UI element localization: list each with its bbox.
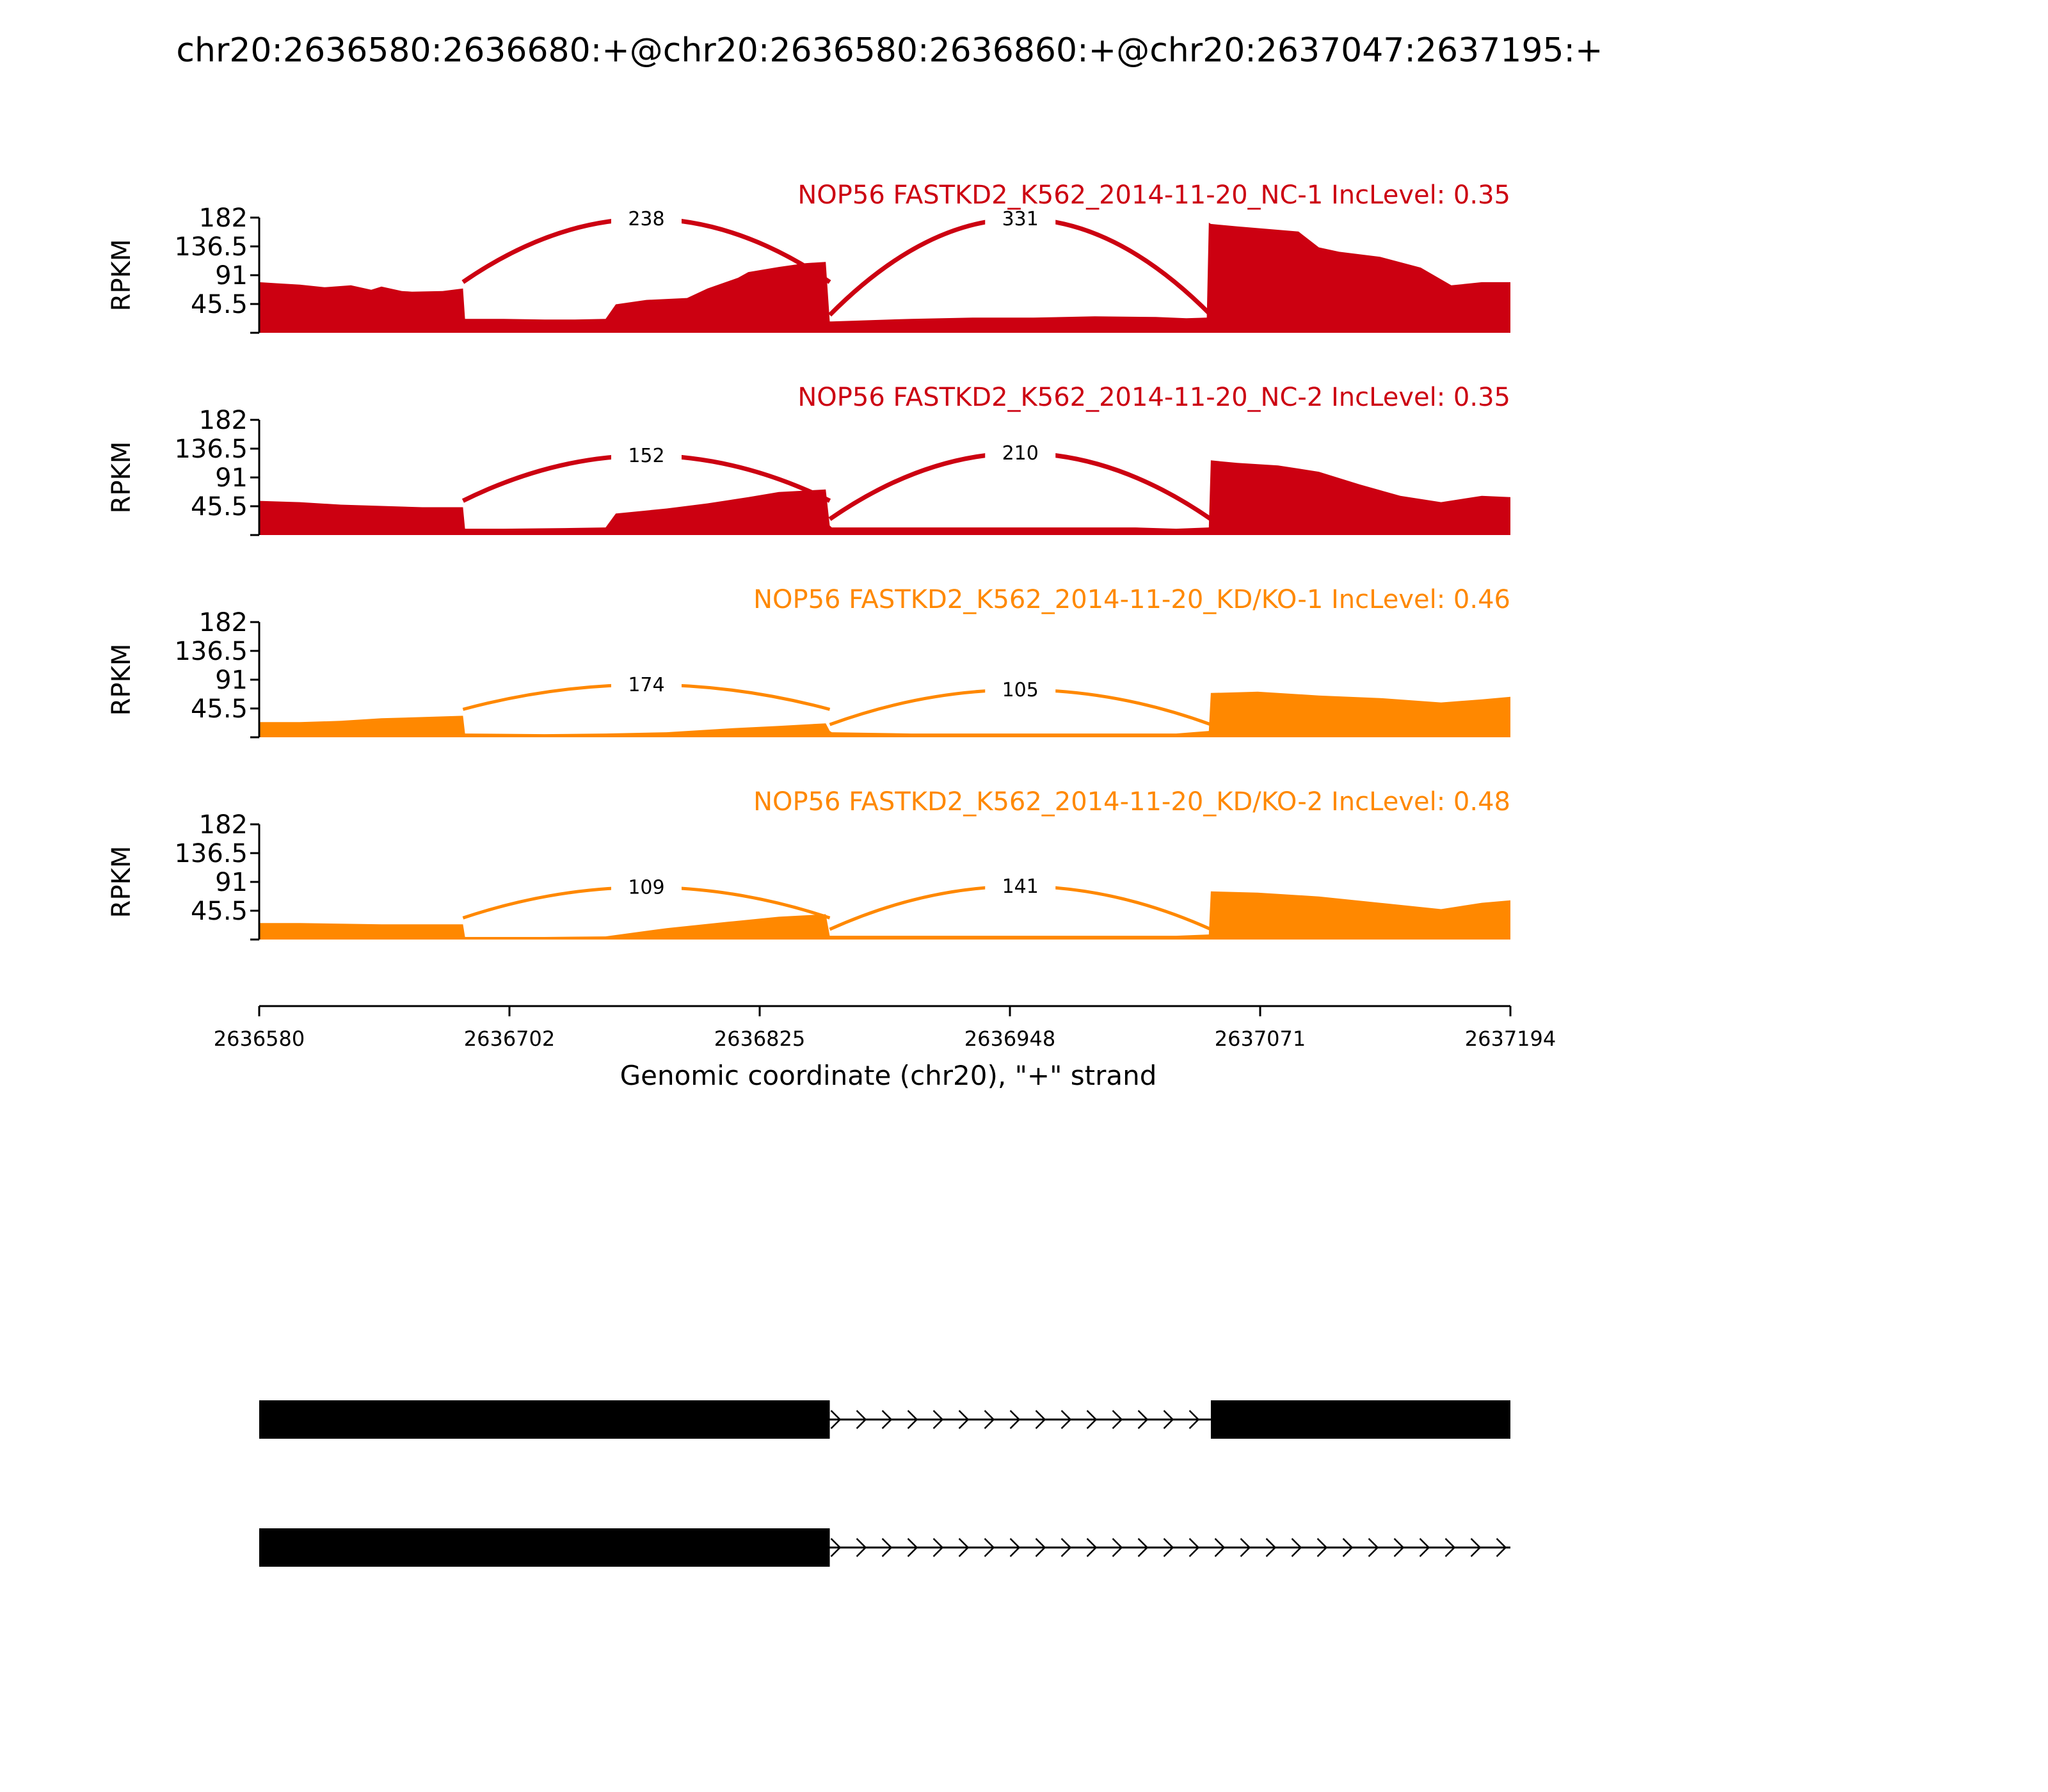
track-4 xyxy=(107,787,1510,940)
coverage-area xyxy=(259,892,1510,940)
y-tick-label: 91 xyxy=(215,463,248,493)
tracks-layer xyxy=(107,180,1510,940)
y-tick-label: 91 xyxy=(215,868,248,897)
x-tick-label: 2636948 xyxy=(964,1027,1056,1051)
x-axis xyxy=(214,1006,1556,1051)
track-title: NOP56 FASTKD2_K562_2014-11-20_NC-1 IncLevel: 0.35 xyxy=(797,180,1510,210)
junction-label: 105 xyxy=(1002,678,1039,701)
coverage-area xyxy=(259,460,1510,535)
y-axis-title: RPKM xyxy=(107,845,136,918)
y-tick-label: 91 xyxy=(215,261,248,291)
exon-block xyxy=(1211,1400,1510,1439)
x-tick-label: 2636825 xyxy=(714,1027,806,1051)
track-title: NOP56 FASTKD2_K562_2014-11-20_KD/KO-2 IncLevel: 0.48 xyxy=(753,787,1510,817)
junction-label: 210 xyxy=(1002,442,1039,465)
y-axis-title: RPKM xyxy=(107,441,136,514)
coverage-area xyxy=(259,692,1510,737)
isoform-1 xyxy=(259,1400,1510,1439)
y-tick-label: 136.5 xyxy=(174,232,248,262)
y-tick-label: 136.5 xyxy=(174,435,248,464)
x-tick-label: 2637071 xyxy=(1214,1027,1306,1051)
y-tick-label: 182 xyxy=(198,608,248,637)
isoform-models xyxy=(259,1400,1510,1567)
junction-label: 152 xyxy=(628,444,665,467)
y-tick-label: 45.5 xyxy=(190,694,248,724)
y-axis-title: RPKM xyxy=(107,643,136,716)
y-tick-label: 182 xyxy=(198,406,248,435)
y-tick-label: 45.5 xyxy=(190,897,248,926)
y-tick-label: 91 xyxy=(215,666,248,695)
track-3 xyxy=(107,585,1510,737)
y-tick-label: 136.5 xyxy=(174,839,248,868)
y-tick-label: 182 xyxy=(198,810,248,840)
y-axis-title: RPKM xyxy=(107,239,136,312)
junction-arc xyxy=(830,219,1211,315)
track-2 xyxy=(107,383,1510,535)
x-tick-label: 2636580 xyxy=(213,1027,305,1051)
track-1 xyxy=(107,180,1510,333)
junction-label: 141 xyxy=(1002,875,1039,898)
junction-label: 174 xyxy=(628,673,665,696)
x-axis-label: Genomic coordinate (chr20), "+" strand xyxy=(620,1060,1157,1091)
junction-label: 109 xyxy=(628,876,665,899)
x-tick-label: 2636702 xyxy=(463,1027,556,1051)
y-tick-label: 45.5 xyxy=(190,290,248,319)
y-tick-label: 136.5 xyxy=(174,637,248,666)
y-tick-label: 182 xyxy=(198,204,248,233)
isoform-2 xyxy=(259,1528,1510,1567)
track-title: NOP56 FASTKD2_K562_2014-11-20_KD/KO-1 IncLevel: 0.46 xyxy=(753,585,1510,614)
y-tick-label: 45.5 xyxy=(190,492,248,522)
exon-block xyxy=(259,1400,830,1439)
junction-label: 238 xyxy=(628,207,665,230)
exon-block xyxy=(259,1528,830,1567)
junction-label: 331 xyxy=(1002,207,1039,230)
x-tick-label: 2637194 xyxy=(1464,1027,1556,1051)
track-title: NOP56 FASTKD2_K562_2014-11-20_NC-2 IncLevel: 0.35 xyxy=(797,383,1510,412)
coverage-area xyxy=(259,223,1510,333)
chart-title: chr20:2636580:2636680:+@chr20:2636580:2636860:+@chr20:2637047:2637195:+ xyxy=(176,31,1603,70)
